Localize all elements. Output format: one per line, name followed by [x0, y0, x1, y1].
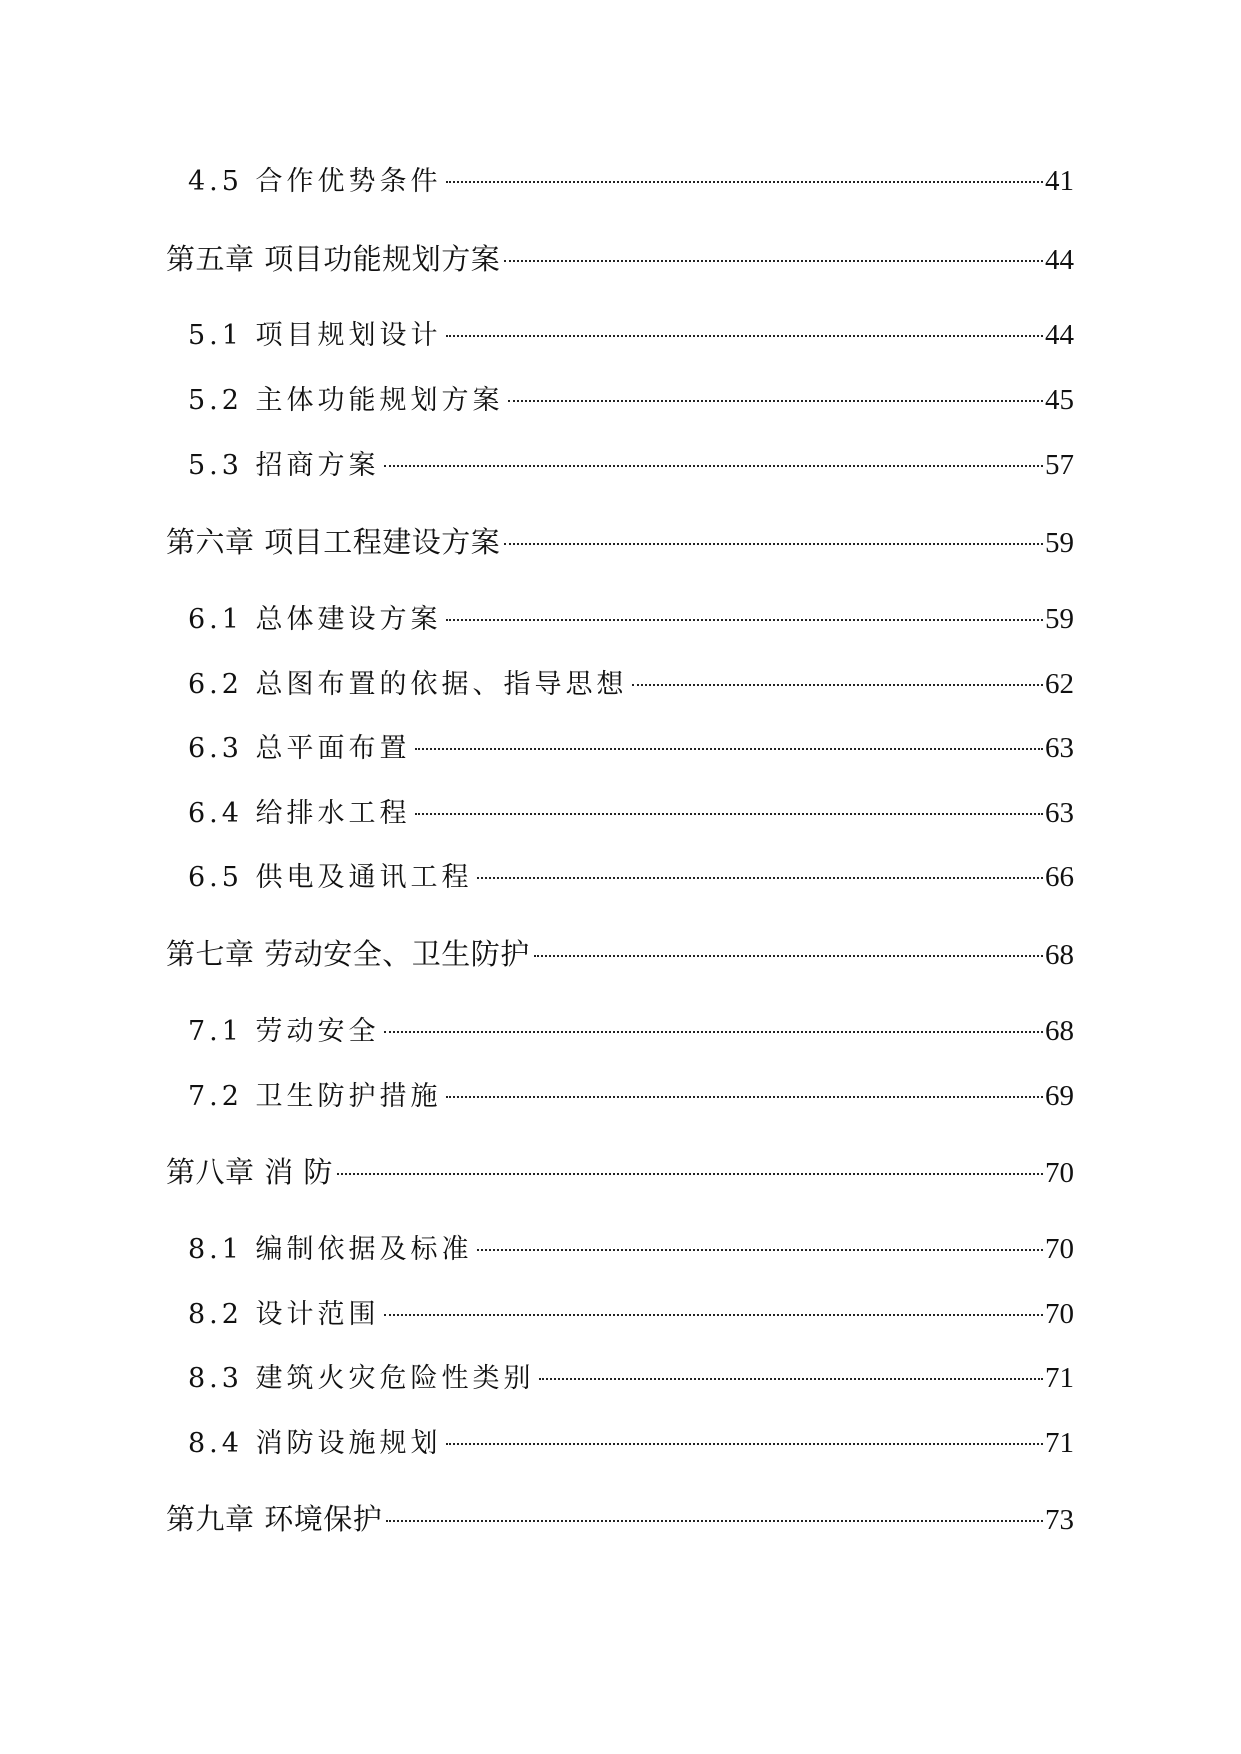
- toc-entry-8-1[interactable]: [188, 1227, 1074, 1271]
- toc-chapter-title: 第七章 劳动安全、卫生防护: [166, 937, 530, 971]
- toc-page-number: 63: [1045, 797, 1074, 829]
- toc-chapter-8[interactable]: [166, 1150, 1074, 1194]
- dot-leader: [384, 1031, 1043, 1033]
- toc-entry-title: 4.5 合作优势条件: [188, 166, 442, 197]
- toc-chapter-7[interactable]: [166, 932, 1074, 976]
- toc-entry-title: 5.3 招商方案: [188, 450, 380, 481]
- toc-entry-title: 6.1 总体建设方案: [188, 604, 442, 635]
- toc-chapter-title: 第六章 项目工程建设方案: [166, 525, 501, 559]
- toc-entry-title: 8.1 编制依据及标准: [188, 1234, 473, 1265]
- dot-leader: [415, 813, 1043, 815]
- toc-page-number: 63: [1045, 732, 1074, 764]
- toc-page-number: 44: [1045, 244, 1074, 276]
- toc-page-number: 59: [1045, 527, 1074, 559]
- toc-entry-title: 7.1 劳动安全: [188, 1016, 380, 1047]
- toc-page-number: 70: [1045, 1233, 1074, 1265]
- toc-page-number: 41: [1045, 165, 1074, 197]
- toc-entry-7-1[interactable]: [188, 1009, 1074, 1053]
- toc-entry-title: 6.3 总平面布置: [188, 733, 411, 764]
- dot-leader: [384, 465, 1043, 467]
- toc-entry-title: 8.3 建筑火灾危险性类别: [188, 1363, 535, 1394]
- toc-chapter-title: 第五章 项目功能规划方案: [166, 242, 501, 276]
- toc-chapter-5[interactable]: [166, 237, 1074, 281]
- toc-entry-title: 8.2 设计范围: [188, 1299, 380, 1330]
- toc-entry-7-2[interactable]: [188, 1074, 1074, 1118]
- dot-leader: [477, 1249, 1043, 1251]
- toc-entry-4-5[interactable]: [188, 159, 1074, 203]
- toc-chapter-title: 第九章 环境保护: [166, 1502, 383, 1536]
- toc-page-number: 70: [1045, 1157, 1074, 1189]
- toc-page-number: 62: [1045, 668, 1074, 700]
- toc-page-number: 57: [1045, 449, 1074, 481]
- toc-entry-5-3[interactable]: [188, 443, 1074, 487]
- dot-leader: [446, 335, 1043, 337]
- dot-leader: [386, 1520, 1043, 1522]
- toc-page-number: 45: [1045, 384, 1074, 416]
- dot-leader: [477, 877, 1043, 879]
- toc-entry-6-3[interactable]: [188, 726, 1074, 770]
- dot-leader: [539, 1378, 1043, 1380]
- dot-leader: [384, 1314, 1043, 1316]
- toc-entry-5-1[interactable]: [188, 313, 1074, 357]
- toc-chapter-6[interactable]: [166, 520, 1074, 564]
- toc-entry-5-2[interactable]: [188, 378, 1074, 422]
- dot-leader: [415, 748, 1043, 750]
- dot-leader: [504, 260, 1043, 262]
- toc-page-number: 68: [1045, 939, 1074, 971]
- dot-leader: [446, 1096, 1043, 1098]
- dot-leader: [632, 684, 1043, 686]
- toc-entry-title: 5.2 主体功能规划方案: [188, 385, 504, 416]
- toc-chapter-9[interactable]: [166, 1497, 1074, 1541]
- dot-leader: [337, 1173, 1043, 1175]
- toc-entry-8-4[interactable]: [188, 1421, 1074, 1465]
- dot-leader: [534, 955, 1043, 957]
- toc-page-number: 73: [1045, 1504, 1074, 1536]
- toc-entry-6-5[interactable]: [188, 855, 1074, 899]
- toc-entry-title: 6.5 供电及通讯工程: [188, 862, 473, 893]
- toc-entry-title: 8.4 消防设施规划: [188, 1428, 442, 1459]
- dot-leader: [446, 619, 1043, 621]
- dot-leader: [446, 1443, 1043, 1445]
- toc-entry-8-3[interactable]: [188, 1356, 1074, 1400]
- toc-entry-title: 6.4 给排水工程: [188, 798, 411, 829]
- dot-leader: [508, 400, 1043, 402]
- toc-entry-8-2[interactable]: [188, 1292, 1074, 1336]
- toc-entry-6-1[interactable]: [188, 597, 1074, 641]
- toc-page-number: 71: [1045, 1362, 1074, 1394]
- toc-entry-title: 5.1 项目规划设计: [188, 320, 442, 351]
- toc-chapter-title: 第八章 消 防: [166, 1155, 333, 1189]
- toc-page-number: 44: [1045, 319, 1074, 351]
- toc-entry-6-4[interactable]: [188, 791, 1074, 835]
- toc-entry-title: 6.2 总图布置的依据、指导思想: [188, 669, 628, 700]
- toc-entry-6-2[interactable]: [188, 662, 1074, 706]
- toc-page-number: 59: [1045, 603, 1074, 635]
- dot-leader: [504, 543, 1043, 545]
- toc-entry-title: 7.2 卫生防护措施: [188, 1081, 442, 1112]
- toc-page-number: 70: [1045, 1298, 1074, 1330]
- toc-page-number: 68: [1045, 1015, 1074, 1047]
- toc-page-number: 69: [1045, 1080, 1074, 1112]
- toc-page-number: 66: [1045, 861, 1074, 893]
- toc-page-number: 71: [1045, 1427, 1074, 1459]
- dot-leader: [446, 181, 1043, 183]
